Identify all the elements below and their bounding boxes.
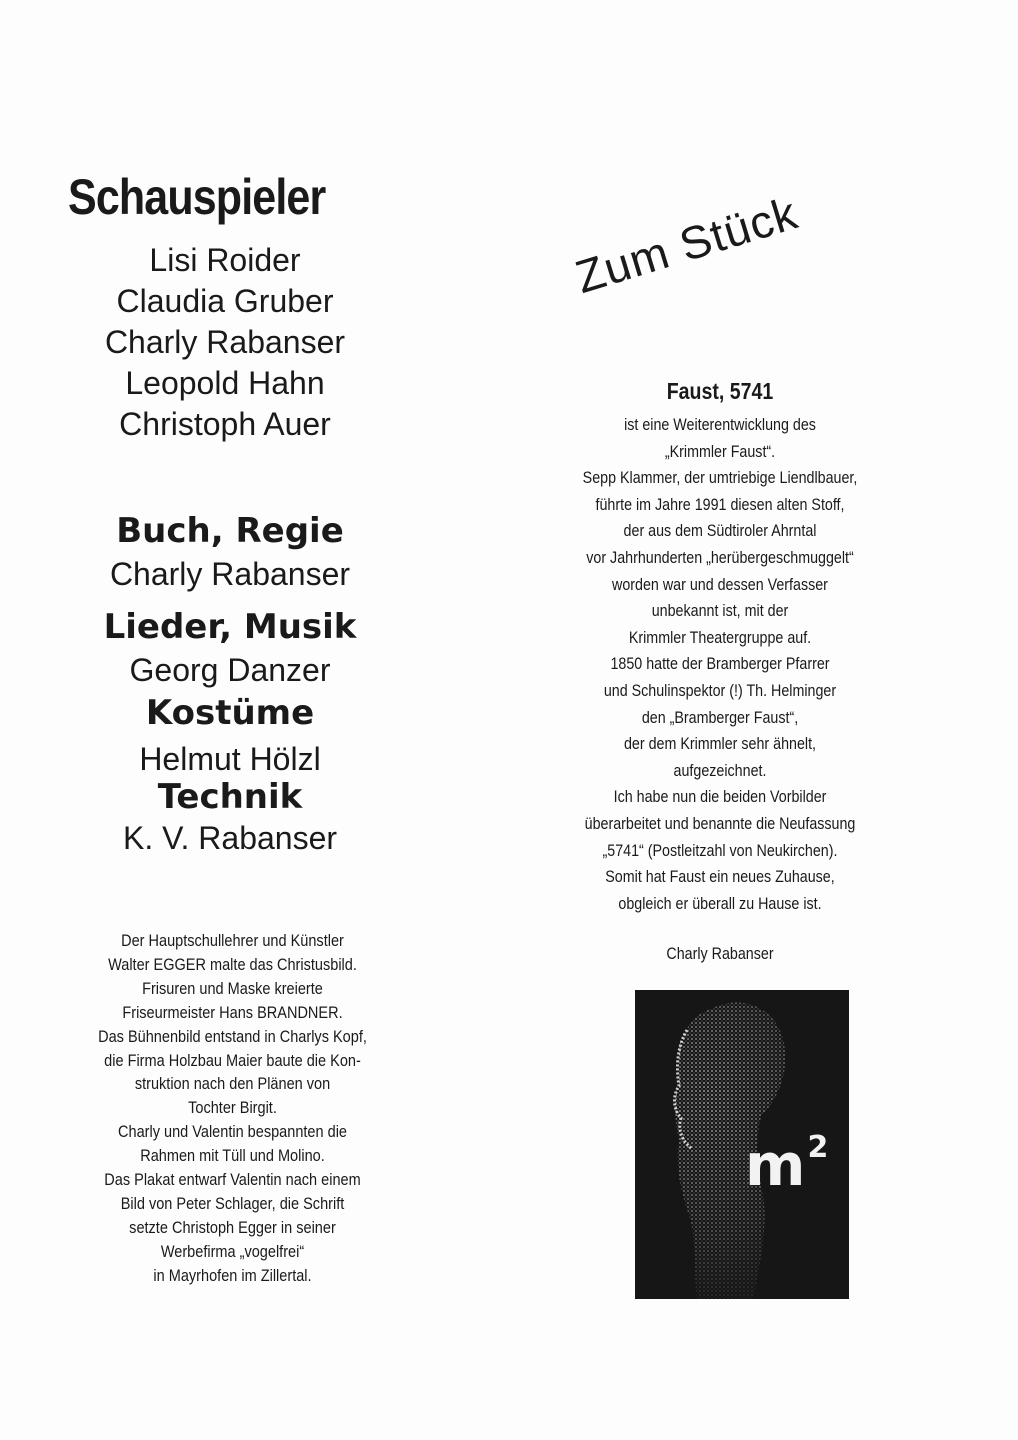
description-line: obgleich er überall zu Hause ist. [618,893,822,913]
credit-name: Georg Danzer [129,652,331,688]
description-line: Somit hat Faust ein neues Zuhause, [605,867,835,887]
description-line: „Krimmler Faust“. [664,441,776,461]
about-heading: Zum Stück [569,186,804,304]
notes-line: Frisuren und Maske kreierte [142,979,323,998]
description-line: Ich habe nun die beiden Vorbilder [613,787,827,807]
notes-line: Bild von Peter Schlager, die Schrift [120,1194,345,1213]
notes-line: Das Plakat entwarf Valentin nach einem [104,1171,361,1190]
cast-name: Christoph Auer [119,406,331,442]
logo-letter: m [745,1131,806,1199]
credit-name: Charly Rabanser [109,556,351,592]
cast-name: Claudia Gruber [116,283,334,319]
notes-line: Friseurmeister Hans BRANDNER. [122,1003,343,1022]
notes-line: Rahmen mit Tüll und Molino. [140,1147,325,1166]
description-line: vor Jahrhunderten „herübergeschmuggelt“ [586,547,854,567]
credit-name: K. V. Rabanser [122,820,338,856]
logo-superscript: 2 [807,1130,829,1165]
notes-line: Der Hauptschullehrer und Künstler [121,932,344,950]
notes-line: die Firma Holzbau Maier baute die Kon- [104,1051,361,1070]
description-line: und Schulinspektor (!) Th. Helminger [603,680,837,700]
description-line: der dem Krimmler sehr ähnelt, [623,734,817,754]
play-title: Faust, 5741 [666,378,774,404]
m2-logo [635,990,849,1299]
notes-line: in Mayrhofen im Zillertal. [153,1266,312,1285]
description-line: aufgezeichnet. [673,760,767,780]
notes-line: Werbefirma „vogelfrei“ [160,1242,305,1261]
description-line: worden war und dessen Verfasser [612,574,828,594]
description-line: überarbeitet und benannte die Neufassung [584,813,856,833]
credit-title: Buch, Regie [116,511,344,551]
description-line: 1850 hatte der Bramberger Pfarrer [610,654,830,674]
credit-technics [60,776,400,858]
cast-list [60,240,390,445]
description-line: den „Bramberger Faust“, [641,707,799,727]
description-line: der aus dem Südtiroler Ahrntal [623,521,817,541]
description-line: unbekannt ist, mit der [651,601,789,621]
credit-costumes [60,690,400,782]
notes-line: setzte Christoph Egger in seiner [129,1218,336,1237]
credit-book-direction [60,508,400,594]
play-description [573,412,867,917]
description-line: „5741“ (Postleitzahl von Neukirchen). [602,840,838,860]
logo-wordmark [745,1130,828,1199]
production-notes [81,930,385,1289]
description-line: führte im Jahre 1991 diesen alten Stoff, [595,494,845,514]
credit-songs-music [60,604,400,690]
credit-title: Lieder, Musik [103,607,357,647]
description-line: ist eine Weiterentwicklung des [624,415,816,434]
notes-line: struktion nach den Plänen von [134,1075,331,1094]
credit-title: Kostüme [145,693,315,733]
cast-heading: Schauspieler [68,169,326,225]
description-line: Krimmler Theatergruppe auf. [628,627,812,647]
signature: Charly Rabanser [666,944,774,963]
credit-title: Technik [157,777,303,817]
cast-name: Leopold Hahn [125,365,325,401]
cast-name: Charly Rabanser [104,324,346,360]
notes-line: Walter EGGER malte das Christusbild. [108,955,357,974]
notes-line: Das Bühnenbild entstand in Charlys Kopf, [98,1027,367,1046]
description-line: Sepp Klammer, der umtriebige Liendlbauer, [582,468,858,488]
notes-line: Tochter Birgit. [188,1099,277,1118]
notes-line: Charly und Valentin bespannten die [118,1123,347,1142]
cast-name: Lisi Roider [149,242,301,278]
credit-name: Helmut Hölzl [139,741,321,777]
